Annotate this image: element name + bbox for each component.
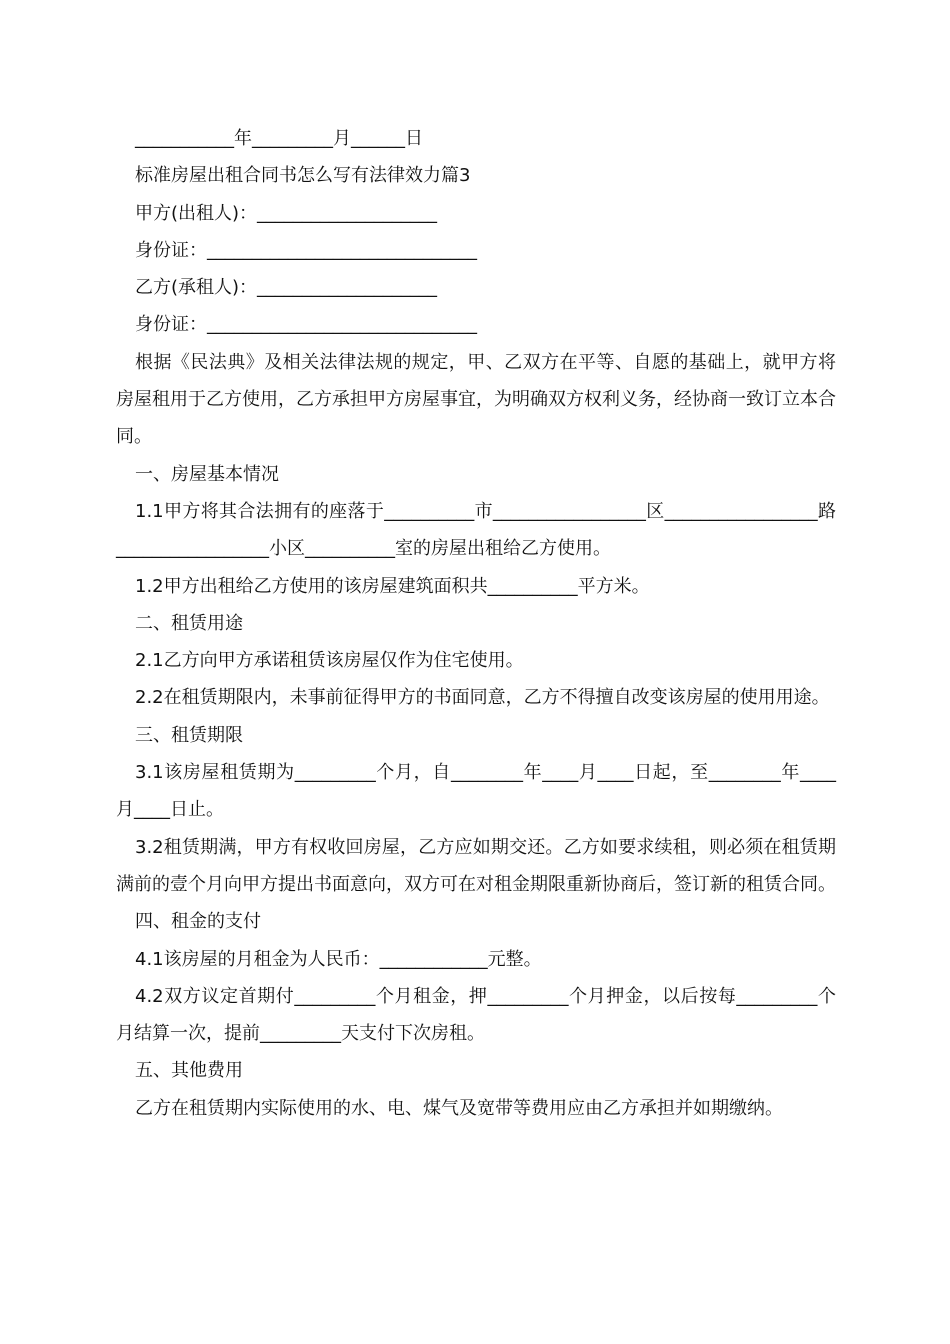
clause-1-1: 1.1甲方将其合法拥有的座落于__________市_________________区_________________路_________________小区__________室的房屋出租给乙方使用。 [116, 500, 836, 560]
date-line: ___________年_________月______日 [135, 128, 423, 149]
party-a-line: 甲方(出租人)：____________________ [135, 202, 438, 224]
clause-2-2: 2.2在租赁期限内，未事前征得甲方的书面同意，乙方不得擅自改变该房屋的使用用途。 [135, 687, 830, 709]
preamble-paragraph: 根据《民法典》及相关法律法规的规定，甲、乙双方在平等、自愿的基础上，就甲方将房屋租用于乙方使用，乙方承担甲方房屋事宜，为明确双方权利义务，经协商一致订立本合同。 [116, 351, 836, 448]
party-a-id-line: 身份证：______________________________ [135, 239, 477, 261]
heading-4: 四、租金的支付 [135, 911, 261, 933]
clause-1-2: 1.2甲方出租给乙方使用的该房屋建筑面积共__________平方米。 [135, 575, 650, 597]
document-body [116, 120, 836, 1127]
clause-4-2: 4.2双方议定首期付_________个月租金，押_________个月押金，以后按每_________个月结算一次，提前_________天支付下次房租。 [116, 985, 836, 1045]
party-b-line: 乙方(承租人)：____________________ [135, 277, 438, 299]
section-title: 标准房屋出租合同书怎么写有法律效力篇3 [135, 165, 471, 187]
clause-2-1: 2.1乙方向甲方承诺租赁该房屋仅作为住宅使用。 [135, 650, 524, 672]
clause-5-text: 乙方在租赁期内实际使用的水、电、煤气及宽带等费用应由乙方承担并如期缴纳。 [135, 1097, 783, 1119]
clause-4-1: 4.1该房屋的月租金为人民币：____________元整。 [135, 948, 542, 970]
clause-3-1: 3.1该房屋租赁期为_________个月，自________年____月____日起，至________年____月____日止。 [116, 762, 836, 821]
heading-2: 二、租赁用途 [135, 612, 243, 634]
heading-3: 三、租赁期限 [135, 724, 243, 746]
party-b-id-line: 身份证：______________________________ [135, 314, 477, 336]
heading-5: 五、其他费用 [135, 1060, 243, 1082]
heading-1: 一、房屋基本情况 [135, 463, 279, 485]
clause-3-2: 3.2租赁期满，甲方有权收回房屋，乙方应如期交还。乙方如要求续租，则必须在租赁期满前的壹个月向甲方提出书面意向，双方可在对租金期限重新协商后，签订新的租赁合同。 [116, 836, 836, 895]
